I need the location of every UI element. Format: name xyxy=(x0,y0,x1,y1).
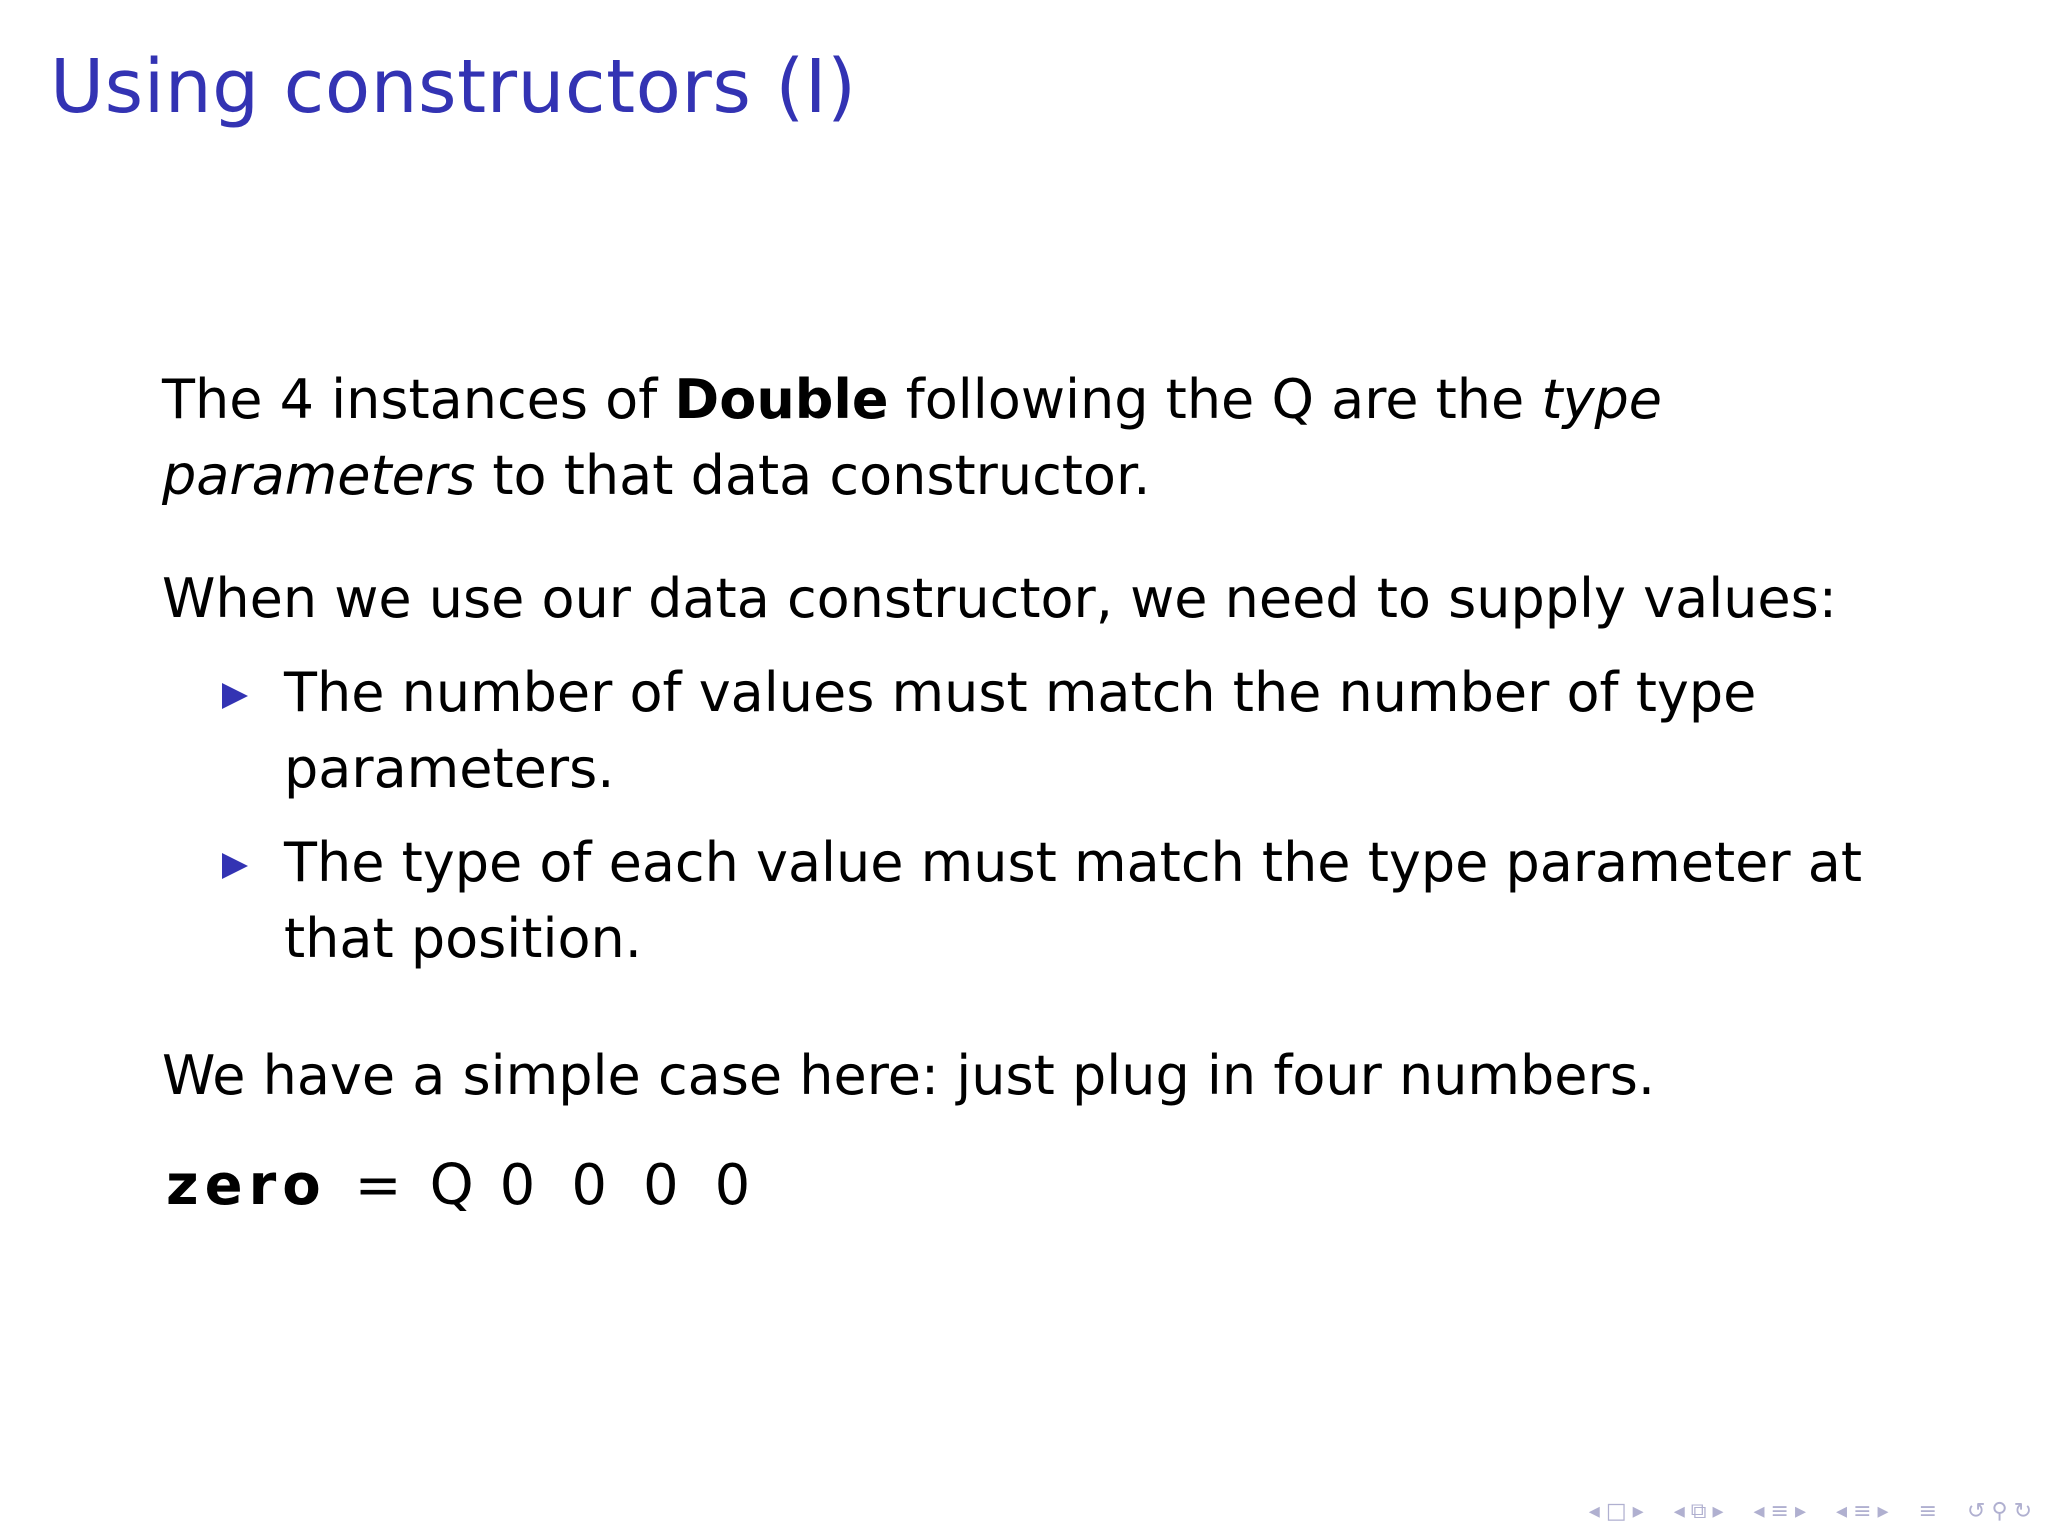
triangle-bullet-icon xyxy=(222,683,248,709)
paragraph-text: to that data constructor. xyxy=(475,444,1151,507)
nav-search-icon[interactable]: ⚲ xyxy=(1991,1499,2008,1524)
nav-next-subsection-icon[interactable]: ▸ xyxy=(1794,1499,1807,1524)
nav-prev-subsection-icon[interactable]: ◂ xyxy=(1753,1499,1765,1524)
paragraph-text: following the Q are the xyxy=(888,368,1542,431)
bullet-list xyxy=(162,655,1882,995)
paragraph-supply-values: When we use our data constructor, we need to supply values: xyxy=(162,567,1837,630)
code-equals: = xyxy=(354,1153,402,1218)
nav-back-icon[interactable]: ↺ xyxy=(1967,1499,1986,1524)
nav-toc-group xyxy=(1919,1499,1937,1524)
bullet-item xyxy=(162,655,1882,807)
nav-next-frame-icon[interactable]: ▸ xyxy=(1712,1499,1724,1524)
nav-next-slide-icon[interactable]: ▸ xyxy=(1632,1499,1644,1524)
nav-slide-icon[interactable]: □ xyxy=(1605,1499,1627,1524)
beamer-navigation-bar xyxy=(1589,1499,2032,1524)
italic-term: type xyxy=(1541,368,1663,431)
paragraph-simple-case: We have a simple case here: just plug in four numbers. xyxy=(162,1044,1656,1107)
nav-next-section-icon[interactable]: ▸ xyxy=(1877,1499,1889,1524)
nav-section-icon[interactable]: ≡ xyxy=(1853,1499,1872,1524)
nav-prev-frame-icon[interactable]: ◂ xyxy=(1673,1499,1685,1524)
nav-section-group xyxy=(1836,1499,1889,1524)
code-argument: 0 xyxy=(714,1153,751,1218)
nav-prev-slide-icon[interactable]: ◂ xyxy=(1588,1499,1600,1524)
slide-title: Using constructors (I) xyxy=(50,44,857,130)
bullet-text: The type of each value must match the type parameter at that position. xyxy=(284,831,1862,970)
bullet-text: The number of values must match the number of type parameters. xyxy=(284,661,1757,800)
nav-frame-icon[interactable]: ⧉ xyxy=(1690,1499,1707,1524)
triangle-bullet-icon xyxy=(222,853,248,879)
nav-frame-group xyxy=(1674,1499,1724,1524)
bold-term: Double xyxy=(674,368,889,431)
code-argument: 0 xyxy=(571,1153,607,1218)
code-argument: 0 xyxy=(499,1153,536,1218)
paragraph-type-parameters xyxy=(162,362,1882,514)
italic-term: parameters xyxy=(162,444,476,507)
code-argument: 0 xyxy=(642,1153,679,1218)
nav-prev-section-icon[interactable]: ◂ xyxy=(1836,1499,1848,1524)
nav-toc-icon[interactable]: ≡ xyxy=(1918,1499,1937,1524)
nav-slide-group xyxy=(1589,1499,1644,1524)
nav-forward-icon[interactable]: ↻ xyxy=(2013,1499,2032,1524)
nav-search-group xyxy=(1967,1499,2032,1524)
nav-subsection-group xyxy=(1754,1499,1807,1524)
code-constructor: Q xyxy=(429,1153,474,1218)
code-identifier: zero xyxy=(166,1153,327,1218)
paragraph-text: The 4 instances of xyxy=(162,368,675,431)
nav-subsection-icon[interactable]: ≡ xyxy=(1770,1499,1789,1524)
bullet-item xyxy=(162,825,1882,977)
code-expression xyxy=(166,1148,786,1224)
